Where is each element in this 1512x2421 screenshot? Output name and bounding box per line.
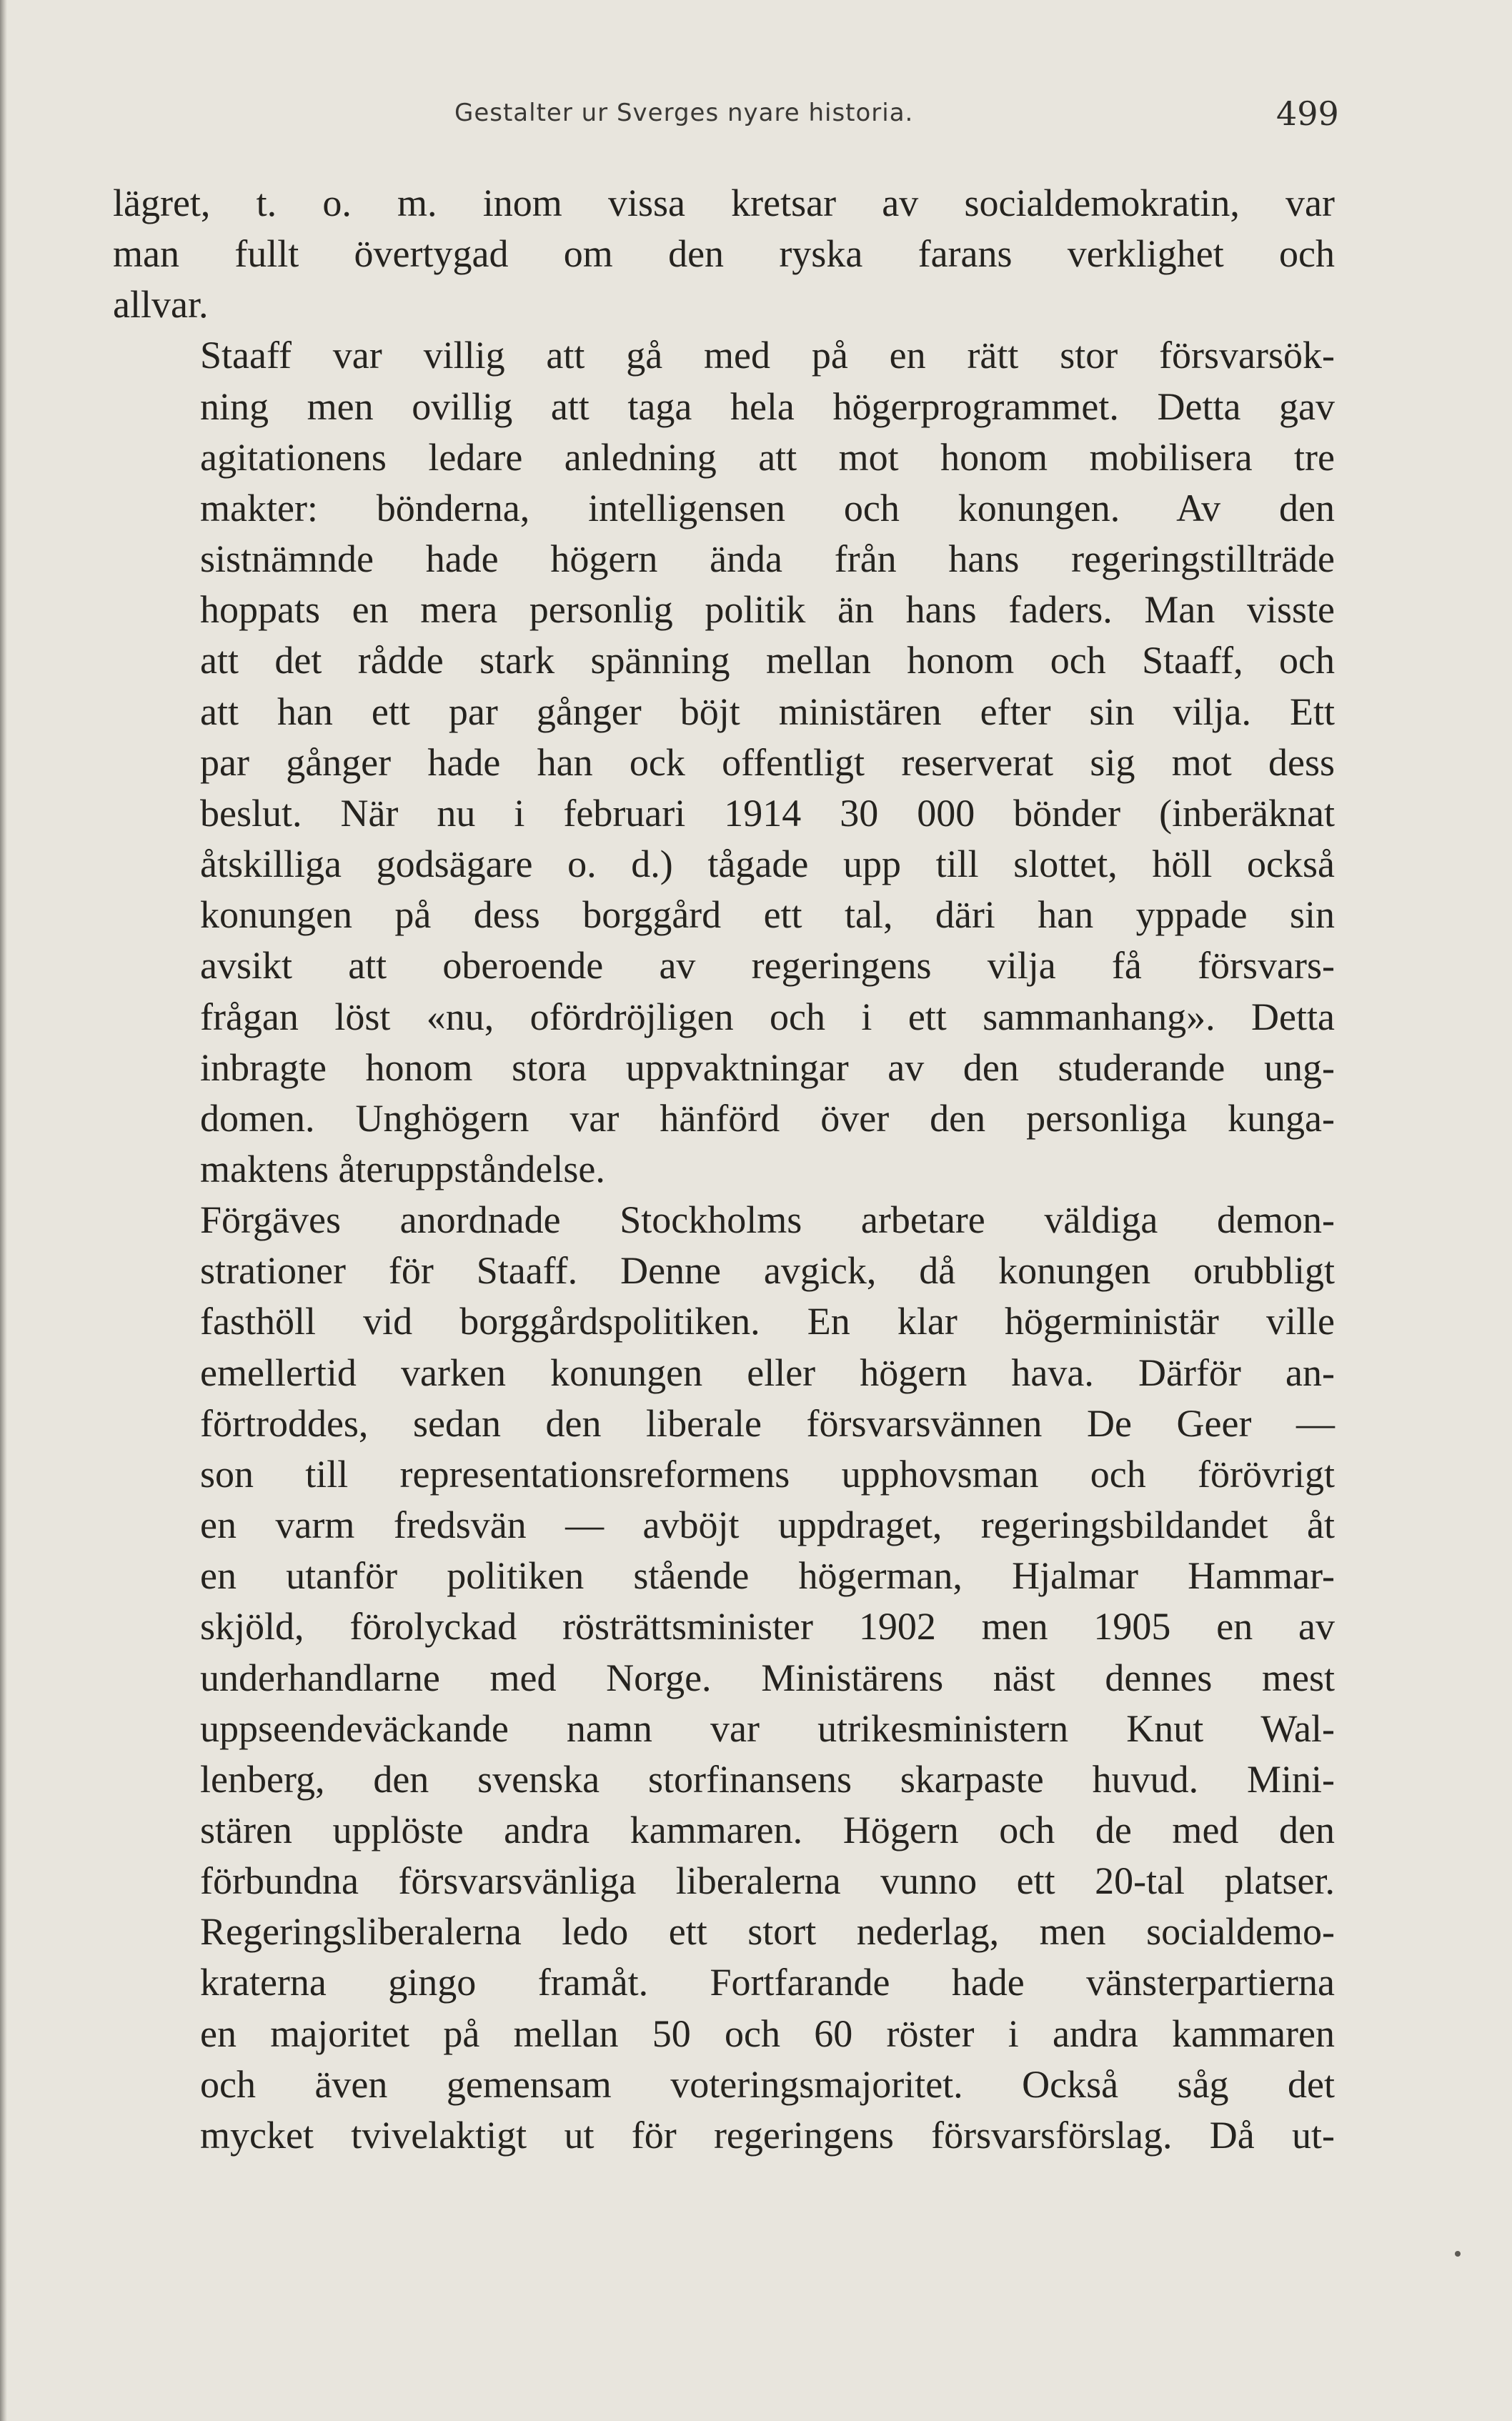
text-line: Regeringsliberalerna ledo ett stort nederlag, men socialdemo- — [200, 1910, 1335, 1954]
stray-ink-mark — [1455, 2251, 1461, 2257]
text-line: par gånger hade han ock offentligt reserverat sig mot dess — [200, 740, 1335, 784]
text-line: sistnämnde hade högern ända från hans regeringstillträde — [200, 537, 1335, 581]
text-line: kraterna gingo framåt. Fortfarande hade vänsterpartierna — [200, 1961, 1335, 2004]
text-line: och även gemensam voteringsmajoritet. Också såg det — [200, 2062, 1335, 2106]
text-line: Staaff var villig att gå med på en rätt stor försvarsök- — [200, 334, 1335, 377]
text-line: att det rådde stark spänning mellan honom och Staaff, och — [200, 639, 1335, 682]
text-line: maktens återuppståndelse. — [200, 1147, 605, 1190]
text-line: domen. Unghögern var hänförd över den personliga kunga- — [200, 1096, 1335, 1140]
text-line: en majoritet på mellan 50 och 60 röster i andra kammaren — [200, 2012, 1335, 2055]
text-line: uppseendeväckande namn var utrikesministern Knut Wal- — [200, 1706, 1335, 1750]
running-header — [0, 93, 1512, 136]
text-line: stären upplöste andra kammaren. Högern och de med den — [200, 1809, 1335, 1851]
text-line: åtskilliga godsägare o. d.) tågade upp till slottet, höll också — [200, 842, 1335, 886]
text-line: en utanför politiken stående högerman, Hjalmar Hammar- — [200, 1554, 1335, 1598]
text-line: förtroddes, sedan den liberale försvarsvännen De Geer — — [200, 1401, 1335, 1445]
text-line: konungen på dess borggård ett tal, däri han yppade sin — [200, 893, 1335, 937]
text-line: Förgäves anordnade Stockholms arbetare väldiga demon- — [200, 1198, 1335, 1242]
text-line: fasthöll vid borggårdspolitiken. En klar högerministär ville — [200, 1300, 1335, 1343]
running-header-title: Gestalter ur Sverges nyare historia. — [454, 99, 914, 127]
text-line: lägret, t. o. m. inom vissa kretsar av socialdemokratin, var — [113, 182, 1335, 224]
text-line: agitationens ledare anledning att mot honom mobilisera tre — [200, 435, 1335, 479]
page-binding-edge — [0, 0, 7, 2421]
text-line: mycket tvivelaktigt ut för regeringens försvarsförslag. Då ut- — [200, 2113, 1335, 2157]
text-line: att han ett par gånger böjt ministären efter sin vilja. Ett — [200, 690, 1335, 733]
text-line: förbundna försvarsvänliga liberalerna vunno ett 20-tal platser. — [200, 1859, 1335, 1903]
body-text — [113, 178, 1335, 2161]
text-line: ning men ovillig att taga hela högerprogrammet. Detta gav — [200, 384, 1335, 428]
text-line: underhandlarne med Norge. Ministärens näst dennes mest — [200, 1656, 1335, 1699]
text-line: emellertid varken konungen eller högern hava. Därför an- — [200, 1351, 1335, 1394]
text-line: skjöld, förolyckad rösträttsminister 1902 men 1905 en av — [200, 1605, 1335, 1649]
text-line: strationer för Staaff. Denne avgick, då konungen orubbligt — [200, 1249, 1335, 1293]
text-line: frågan löst «nu, ofördröjligen och i ett sammanhang». Detta — [200, 995, 1335, 1038]
paragraph-3 — [113, 1195, 1335, 2161]
text-line: en varm fredsvän — avböjt uppdraget, regeringsbildandet åt — [200, 1503, 1335, 1547]
text-line: inbragte honom stora uppvaktningar av den studerande ung- — [200, 1045, 1335, 1089]
text-line: makter: bönderna, intelligensen och konungen. Av den — [200, 486, 1335, 530]
text-line: avsikt att oberoende av regeringens vilja få försvars- — [200, 944, 1335, 988]
paragraph-1 — [113, 178, 1335, 330]
text-line: beslut. När nu i februari 1914 30 000 bönder (inberäknat — [200, 791, 1335, 835]
paragraph-2 — [113, 330, 1335, 1195]
text-line: allvar. — [113, 283, 209, 327]
text-line: son till representationsreformens upphovsman och förövrigt — [200, 1452, 1335, 1496]
text-line: hoppats en mera personlig politik än hans faders. Man visste — [200, 588, 1335, 632]
text-line: man fullt övertygad om den ryska farans verklighet och — [113, 232, 1335, 276]
text-line: lenberg, den svenska storfinansens skarpaste huvud. Mini- — [200, 1757, 1335, 1801]
page-number: 499 — [1276, 94, 1339, 133]
